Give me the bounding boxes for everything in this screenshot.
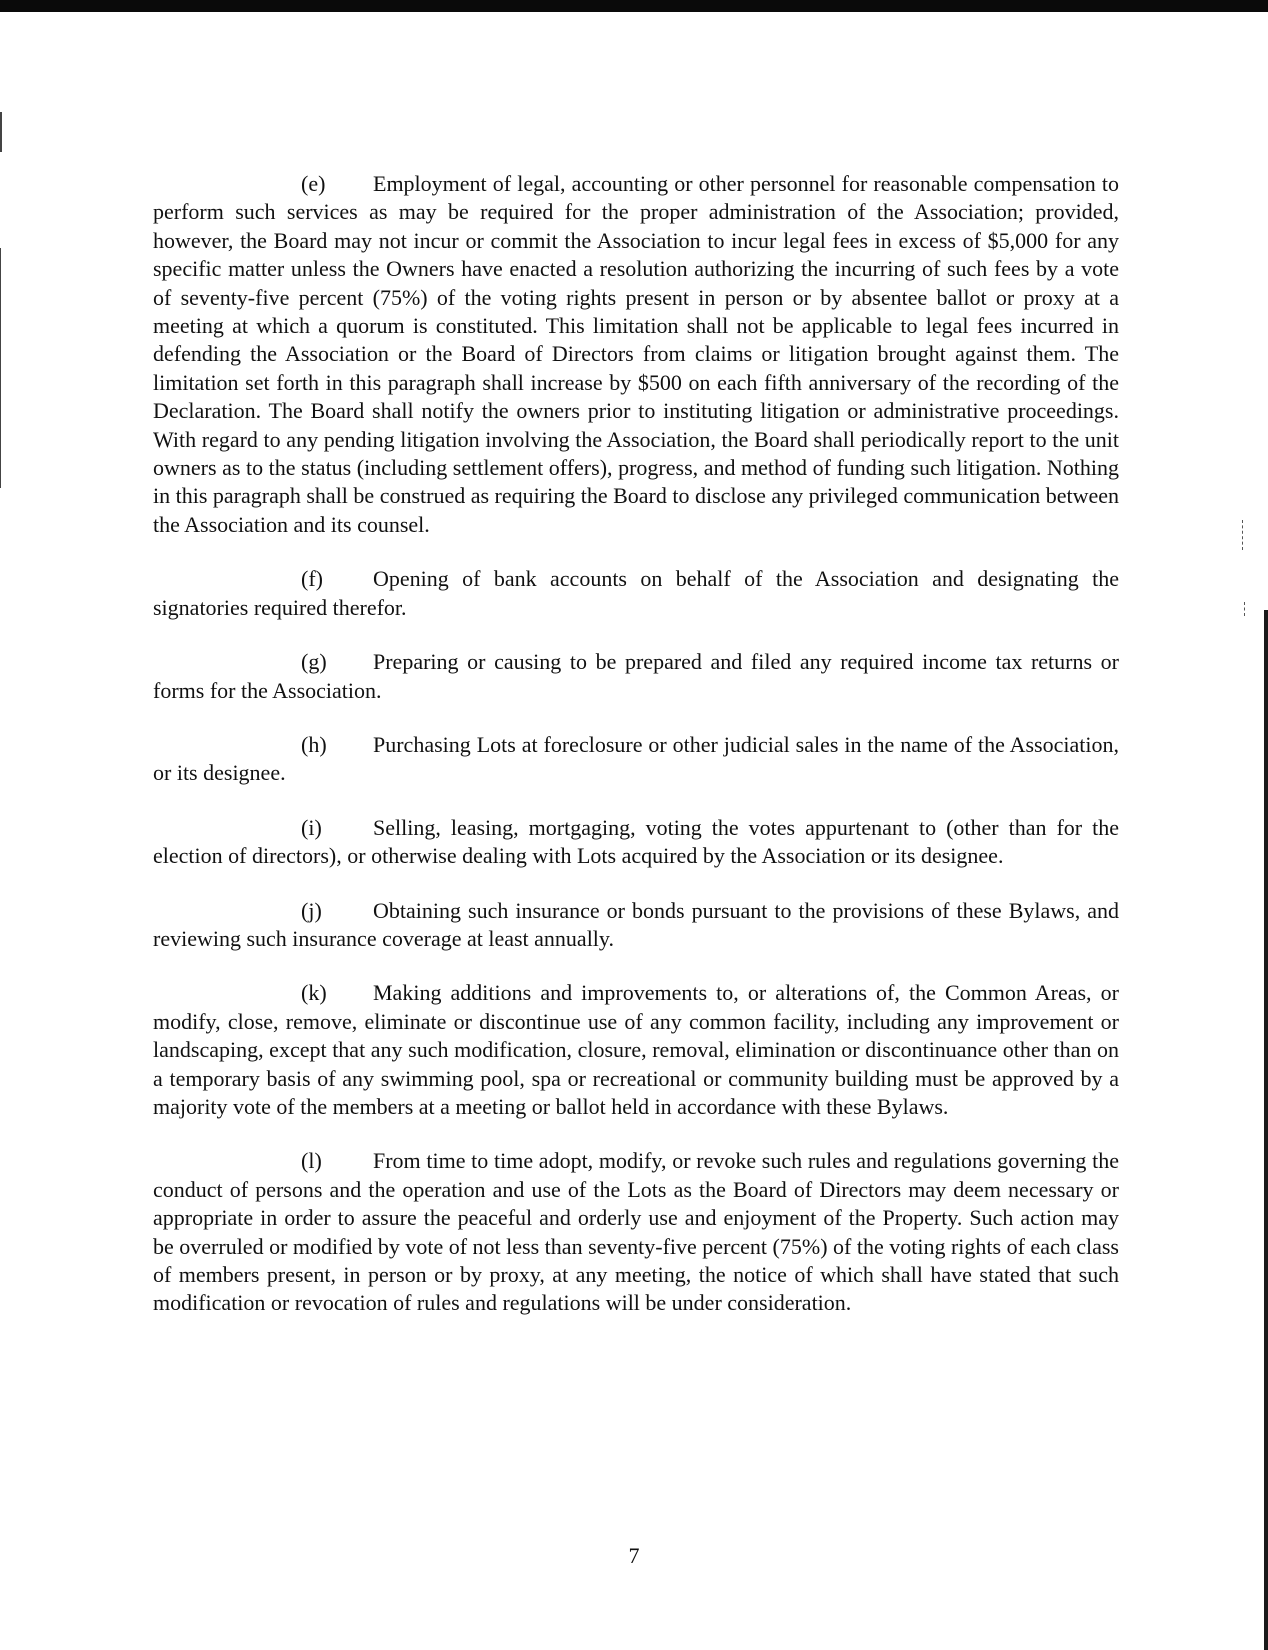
- paragraph-text: Obtaining such insurance or bonds pursuant to the provisions of these Bylaws, and reviewing such insurance coverage at least annually.: [153, 897, 1119, 951]
- paragraph-label: (k): [301, 980, 327, 1006]
- paragraph-g: [153, 648, 1119, 705]
- paragraph-label: (f): [301, 566, 323, 592]
- paragraph-label: (j): [301, 897, 322, 923]
- paragraph-label: (h): [301, 731, 327, 757]
- scan-margin-mark: [1242, 520, 1244, 550]
- paragraph-text: Purchasing Lots at foreclosure or other judicial sales in the name of the Association, or its designee.: [153, 731, 1119, 786]
- paragraph-text: Making additions and improvements to, or alterations of, the Common Areas, or modify, close, remove, eliminate or discontinue use of any common facility, including any improvement or landscaping, except that any such modification, closure, removal, elimination or discontinuance other than on a temporary basis of any swimming pool, spa or recreational or community building must be approved by a majority vote of the members at a meeting or ballot held in accordance with these Bylaws.: [153, 980, 1119, 1119]
- paragraph-text: Opening of bank accounts on behalf of the Association and designating the signatories required therefor.: [153, 566, 1119, 620]
- scan-margin-mark: [1244, 602, 1246, 616]
- scan-border-right: [1264, 610, 1268, 1650]
- document-body: [153, 170, 1119, 1344]
- paragraph-label: (l): [301, 1148, 322, 1174]
- paragraph-text: From time to time adopt, modify, or revoke such rules and regulations governing the conduct of persons and the operation and use of the Lots as the Board of Directors may deem necessary or appropriate in order to assure the peaceful and orderly use and enjoyment of the Property. Such action may be overruled or modified by vote of not less than seventy-five percent (75%) of the voting rights of each class of members present, in person or by proxy, at any meeting, the notice of which shall have stated that such modification or revocation of rules and regulations will be under consideration.: [153, 1148, 1119, 1316]
- scan-margin-mark: [0, 248, 1, 488]
- paragraph-label: (g): [301, 649, 327, 675]
- paragraph-i: [153, 814, 1119, 871]
- page-number: 7: [628, 1543, 640, 1568]
- paragraph-k: [153, 979, 1119, 1121]
- paragraph-text: Selling, leasing, mortgaging, voting the votes appurtenant to (other than for the election of directors), or otherwise dealing with Lots acquired by the Association or its designee.: [153, 814, 1119, 869]
- paragraph-label: (i): [301, 814, 322, 840]
- paragraph-text: Employment of legal, accounting or other personnel for reasonable compensation to perform such services as may be required for the proper administration of the Association; provided, however, the Board may not incur or commit the Association to incur legal fees in excess of $5,000 for any specific matter unless the Owners have enacted a resolution authorizing the incurring of such fees by a vote of seventy-five percent (75%) of the voting rights present in person or by absentee ballot or proxy at a meeting at which a quorum is constituted. This limitation shall not be applicable to legal fees incurred in defending the Association or the Board of Directors from claims or litigation brought against them. The limitation set forth in this paragraph shall increase by $500 on each fifth anniversary of the recording of the Declaration. The Board shall notify the owners prior to instituting litigation or administrative proceedings. With regard to any pending litigation involving the Association, the Board shall periodically report to the unit owners as to the status (including settlement offers), progress, and method of funding such litigation. Nothing in this paragraph shall be construed as requiring the Board to disclose any privileged communication between the Association and its counsel.: [153, 171, 1119, 537]
- paragraph-l: [153, 1147, 1119, 1317]
- paragraph-h: [153, 731, 1119, 788]
- paragraph-text: Preparing or causing to be prepared and filed any required income tax returns or forms for the Association.: [153, 649, 1119, 703]
- paragraph-j: [153, 897, 1119, 954]
- scan-margin-mark: [0, 112, 2, 152]
- paragraph-f: [153, 565, 1119, 622]
- scan-border-top: [0, 0, 1268, 12]
- paragraph-label: (e): [301, 171, 326, 196]
- paragraph-e: [153, 170, 1119, 539]
